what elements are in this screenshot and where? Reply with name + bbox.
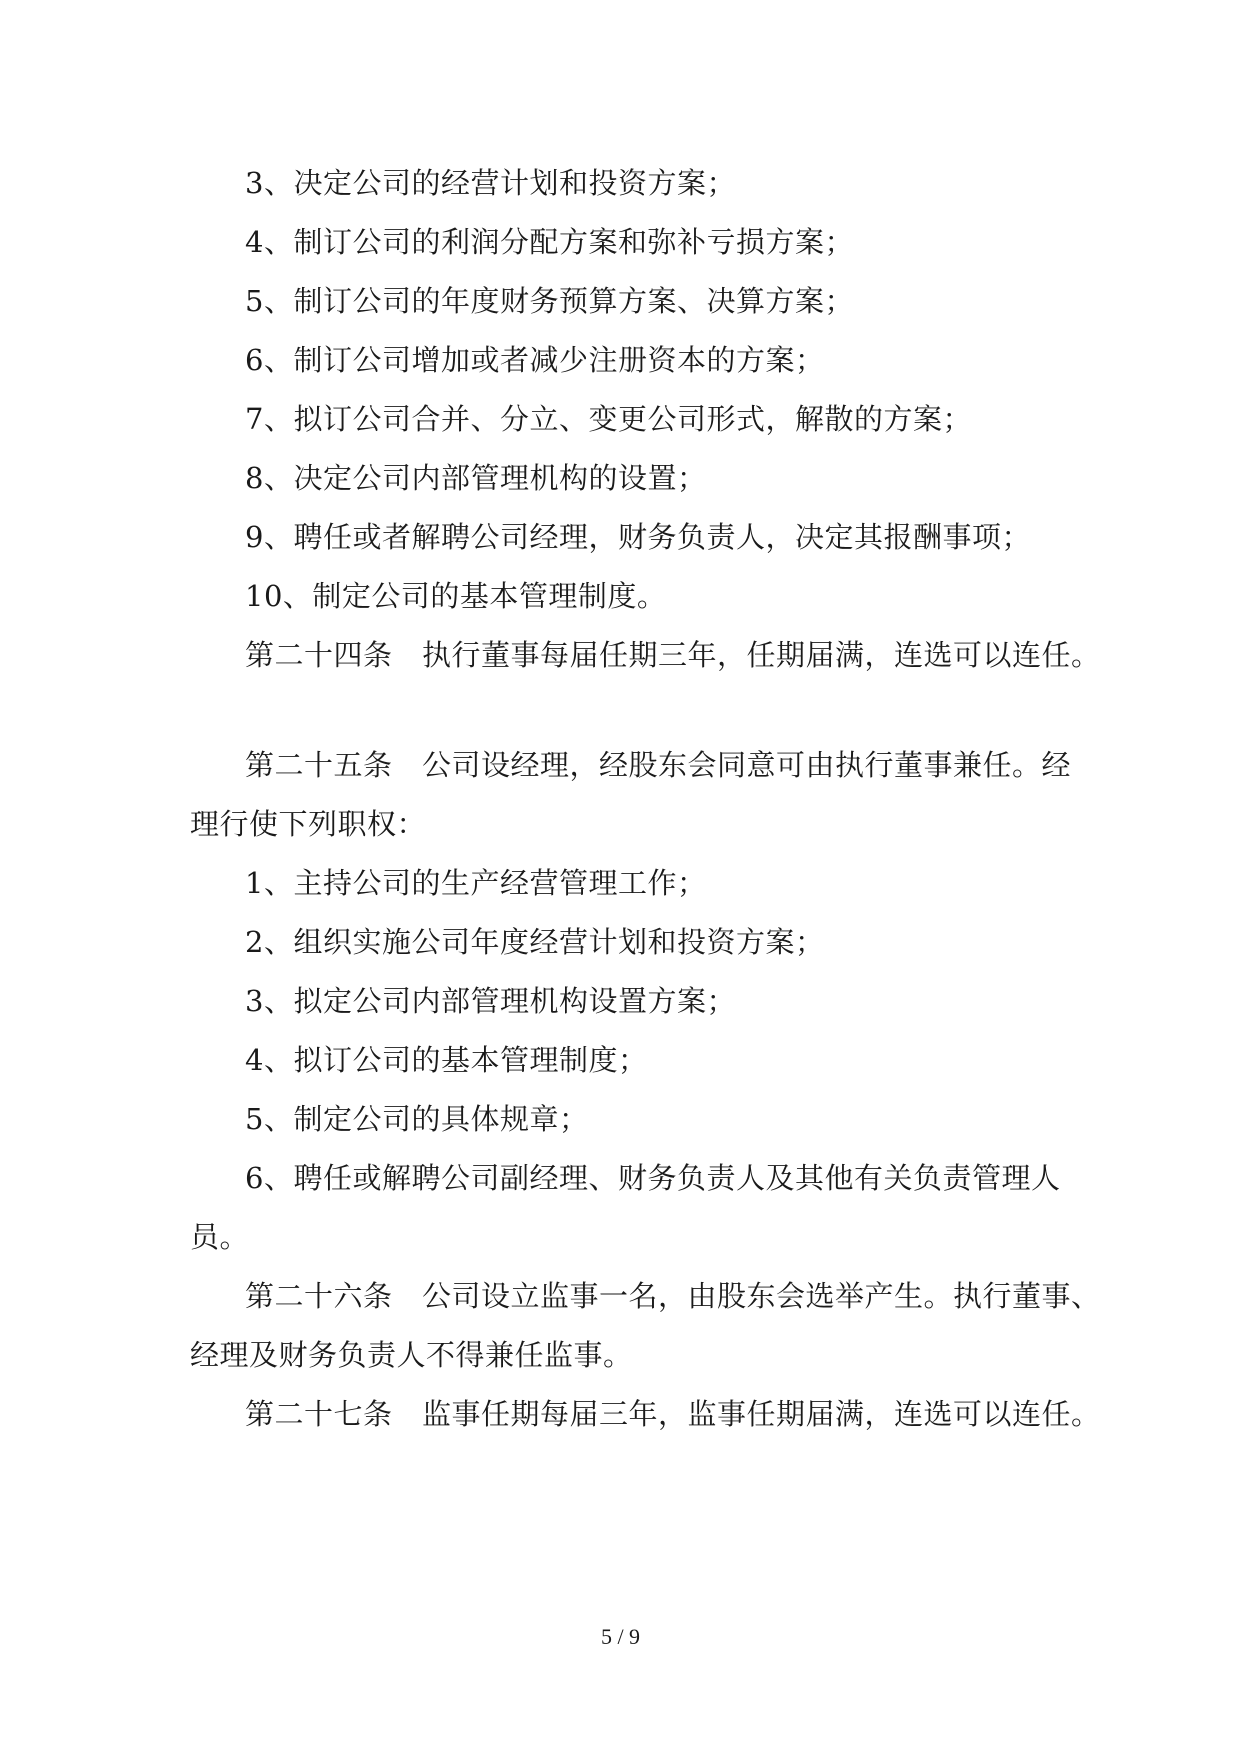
list-item: 4、拟订公司的基本管理制度； <box>245 1043 648 1077</box>
list-item: 6、聘任或解聘公司副经理、财务负责人及其他有关负责管理人 <box>245 1161 1061 1195</box>
list-item: 7、拟订公司合并、分立、变更公司形式，解散的方案； <box>245 402 972 436</box>
article-25: 第二十五条 公司设经理，经股东会同意可由执行董事兼任。经 <box>245 748 1072 782</box>
article-26-continued: 经理及财务负责人不得兼任监事。 <box>190 1338 633 1372</box>
list-item: 2、组织实施公司年度经营计划和投资方案； <box>245 925 825 959</box>
article-27: 第二十七条 监事任期每届三年，监事任期届满，连选可以连任。 <box>245 1397 1101 1431</box>
list-item: 4、制订公司的利润分配方案和弥补亏损方案； <box>245 225 854 259</box>
list-item: 3、拟定公司内部管理机构设置方案； <box>245 984 736 1018</box>
article-25-continued: 理行使下列职权： <box>190 807 427 841</box>
list-item: 5、制订公司的年度财务预算方案、决算方案； <box>245 284 854 318</box>
list-item: 8、决定公司内部管理机构的设置； <box>245 461 707 495</box>
list-item: 9、聘任或者解聘公司经理，财务负责人，决定其报酬事项； <box>245 520 1031 554</box>
article-24: 第二十四条 执行董事每届任期三年，任期届满，连选可以连任。 <box>245 638 1101 672</box>
list-item: 6、制订公司增加或者减少注册资本的方案； <box>245 343 825 377</box>
list-item: 3、决定公司的经营计划和投资方案； <box>245 166 736 200</box>
list-item: 10、制定公司的基本管理制度。 <box>245 579 667 613</box>
list-item: 5、制定公司的具体规章； <box>245 1102 589 1136</box>
page-number: 5 / 9 <box>600 1624 641 1649</box>
list-item: 1、主持公司的生产经营管理工作； <box>245 866 707 900</box>
list-item-continued: 员。 <box>190 1220 250 1254</box>
article-26: 第二十六条 公司设立监事一名，由股东会选举产生。执行董事、 <box>245 1279 1101 1313</box>
